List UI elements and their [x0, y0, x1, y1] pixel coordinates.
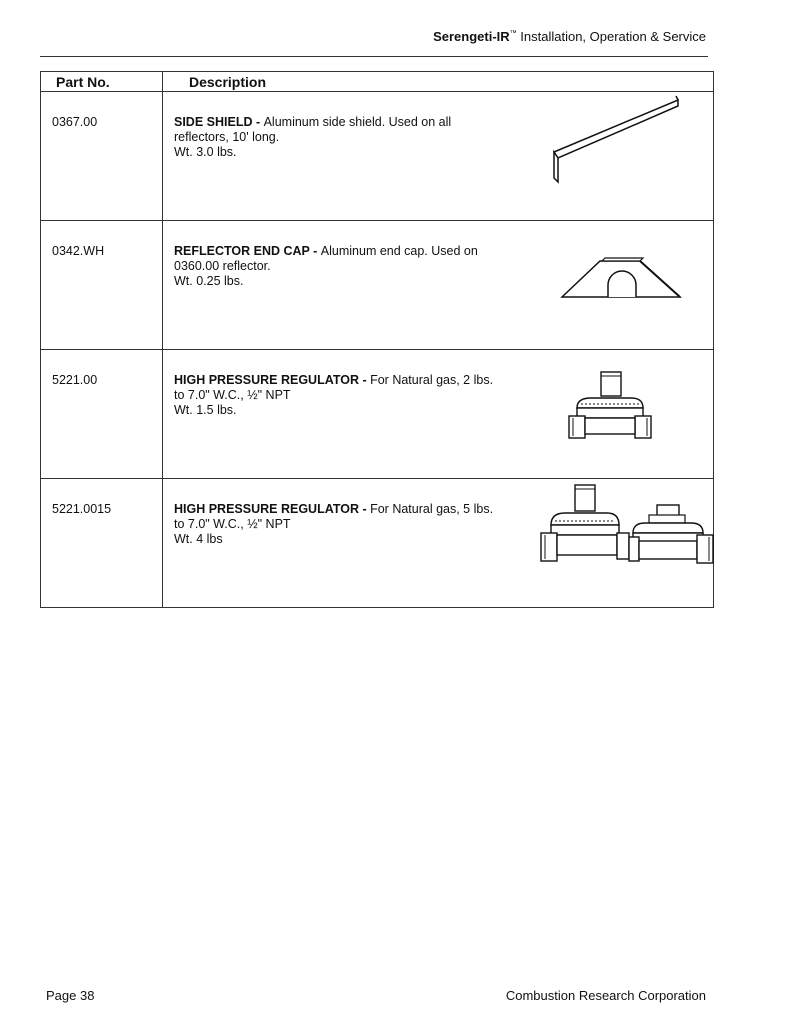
- part-weight: Wt. 4 lbs: [174, 532, 223, 546]
- description-text: [174, 244, 504, 289]
- column-header-description: Description: [163, 72, 714, 92]
- page-number: Page 38: [46, 988, 95, 1003]
- table-row: [41, 221, 714, 350]
- trademark-symbol: ™: [509, 30, 517, 37]
- part-details: Aluminum side shield. Used on all reflectors, 10' long.: [174, 115, 452, 144]
- part-details: For Natural gas, 5 lbs. to 7.0" W.C., ½" NPT: [174, 502, 494, 531]
- brand-name: Serengeti-IR: [433, 29, 510, 44]
- side-shield-drawing: [548, 94, 683, 184]
- end-cap-drawing: [558, 251, 683, 303]
- description-cell: [163, 350, 714, 479]
- description-text: [174, 115, 504, 160]
- part-weight: Wt. 1.5 lbs.: [174, 403, 237, 417]
- part-number: 0342.WH: [41, 221, 163, 350]
- part-number: 5221.00: [41, 350, 163, 479]
- part-details: Aluminum end cap. Used on 0360.00 reflector.: [174, 244, 478, 273]
- part-number: 0367.00: [41, 92, 163, 221]
- header-title: [433, 29, 706, 44]
- part-name: SIDE SHIELD -: [174, 115, 264, 129]
- table-row: [41, 479, 714, 608]
- table-header-row: [41, 72, 714, 92]
- description-cell: [163, 479, 714, 608]
- part-name: HIGH PRESSURE REGULATOR -: [174, 373, 371, 387]
- parts-table: [40, 71, 714, 608]
- column-header-part-no: Part No.: [41, 72, 163, 92]
- dual-regulator-drawing: [537, 481, 727, 569]
- part-name: REFLECTOR END CAP -: [174, 244, 321, 258]
- part-weight: Wt. 3.0 lbs.: [174, 145, 237, 159]
- page-header: [40, 0, 708, 57]
- table-row: [41, 92, 714, 221]
- part-number: 5221.0015: [41, 479, 163, 608]
- company-name: Combustion Research Corporation: [505, 988, 706, 1003]
- part-weight: Wt. 0.25 lbs.: [174, 274, 244, 288]
- part-name: HIGH PRESSURE REGULATOR -: [174, 502, 371, 516]
- description-cell: [163, 92, 714, 221]
- description-text: [174, 502, 504, 547]
- header-subtitle: Installation, Operation & Service: [516, 29, 706, 44]
- description-cell: [163, 221, 714, 350]
- part-details: For Natural gas, 2 lbs. to 7.0" W.C., ½" NPT: [174, 373, 494, 402]
- regulator-drawing: [563, 368, 653, 446]
- description-text: [174, 373, 504, 418]
- table-row: [41, 350, 714, 479]
